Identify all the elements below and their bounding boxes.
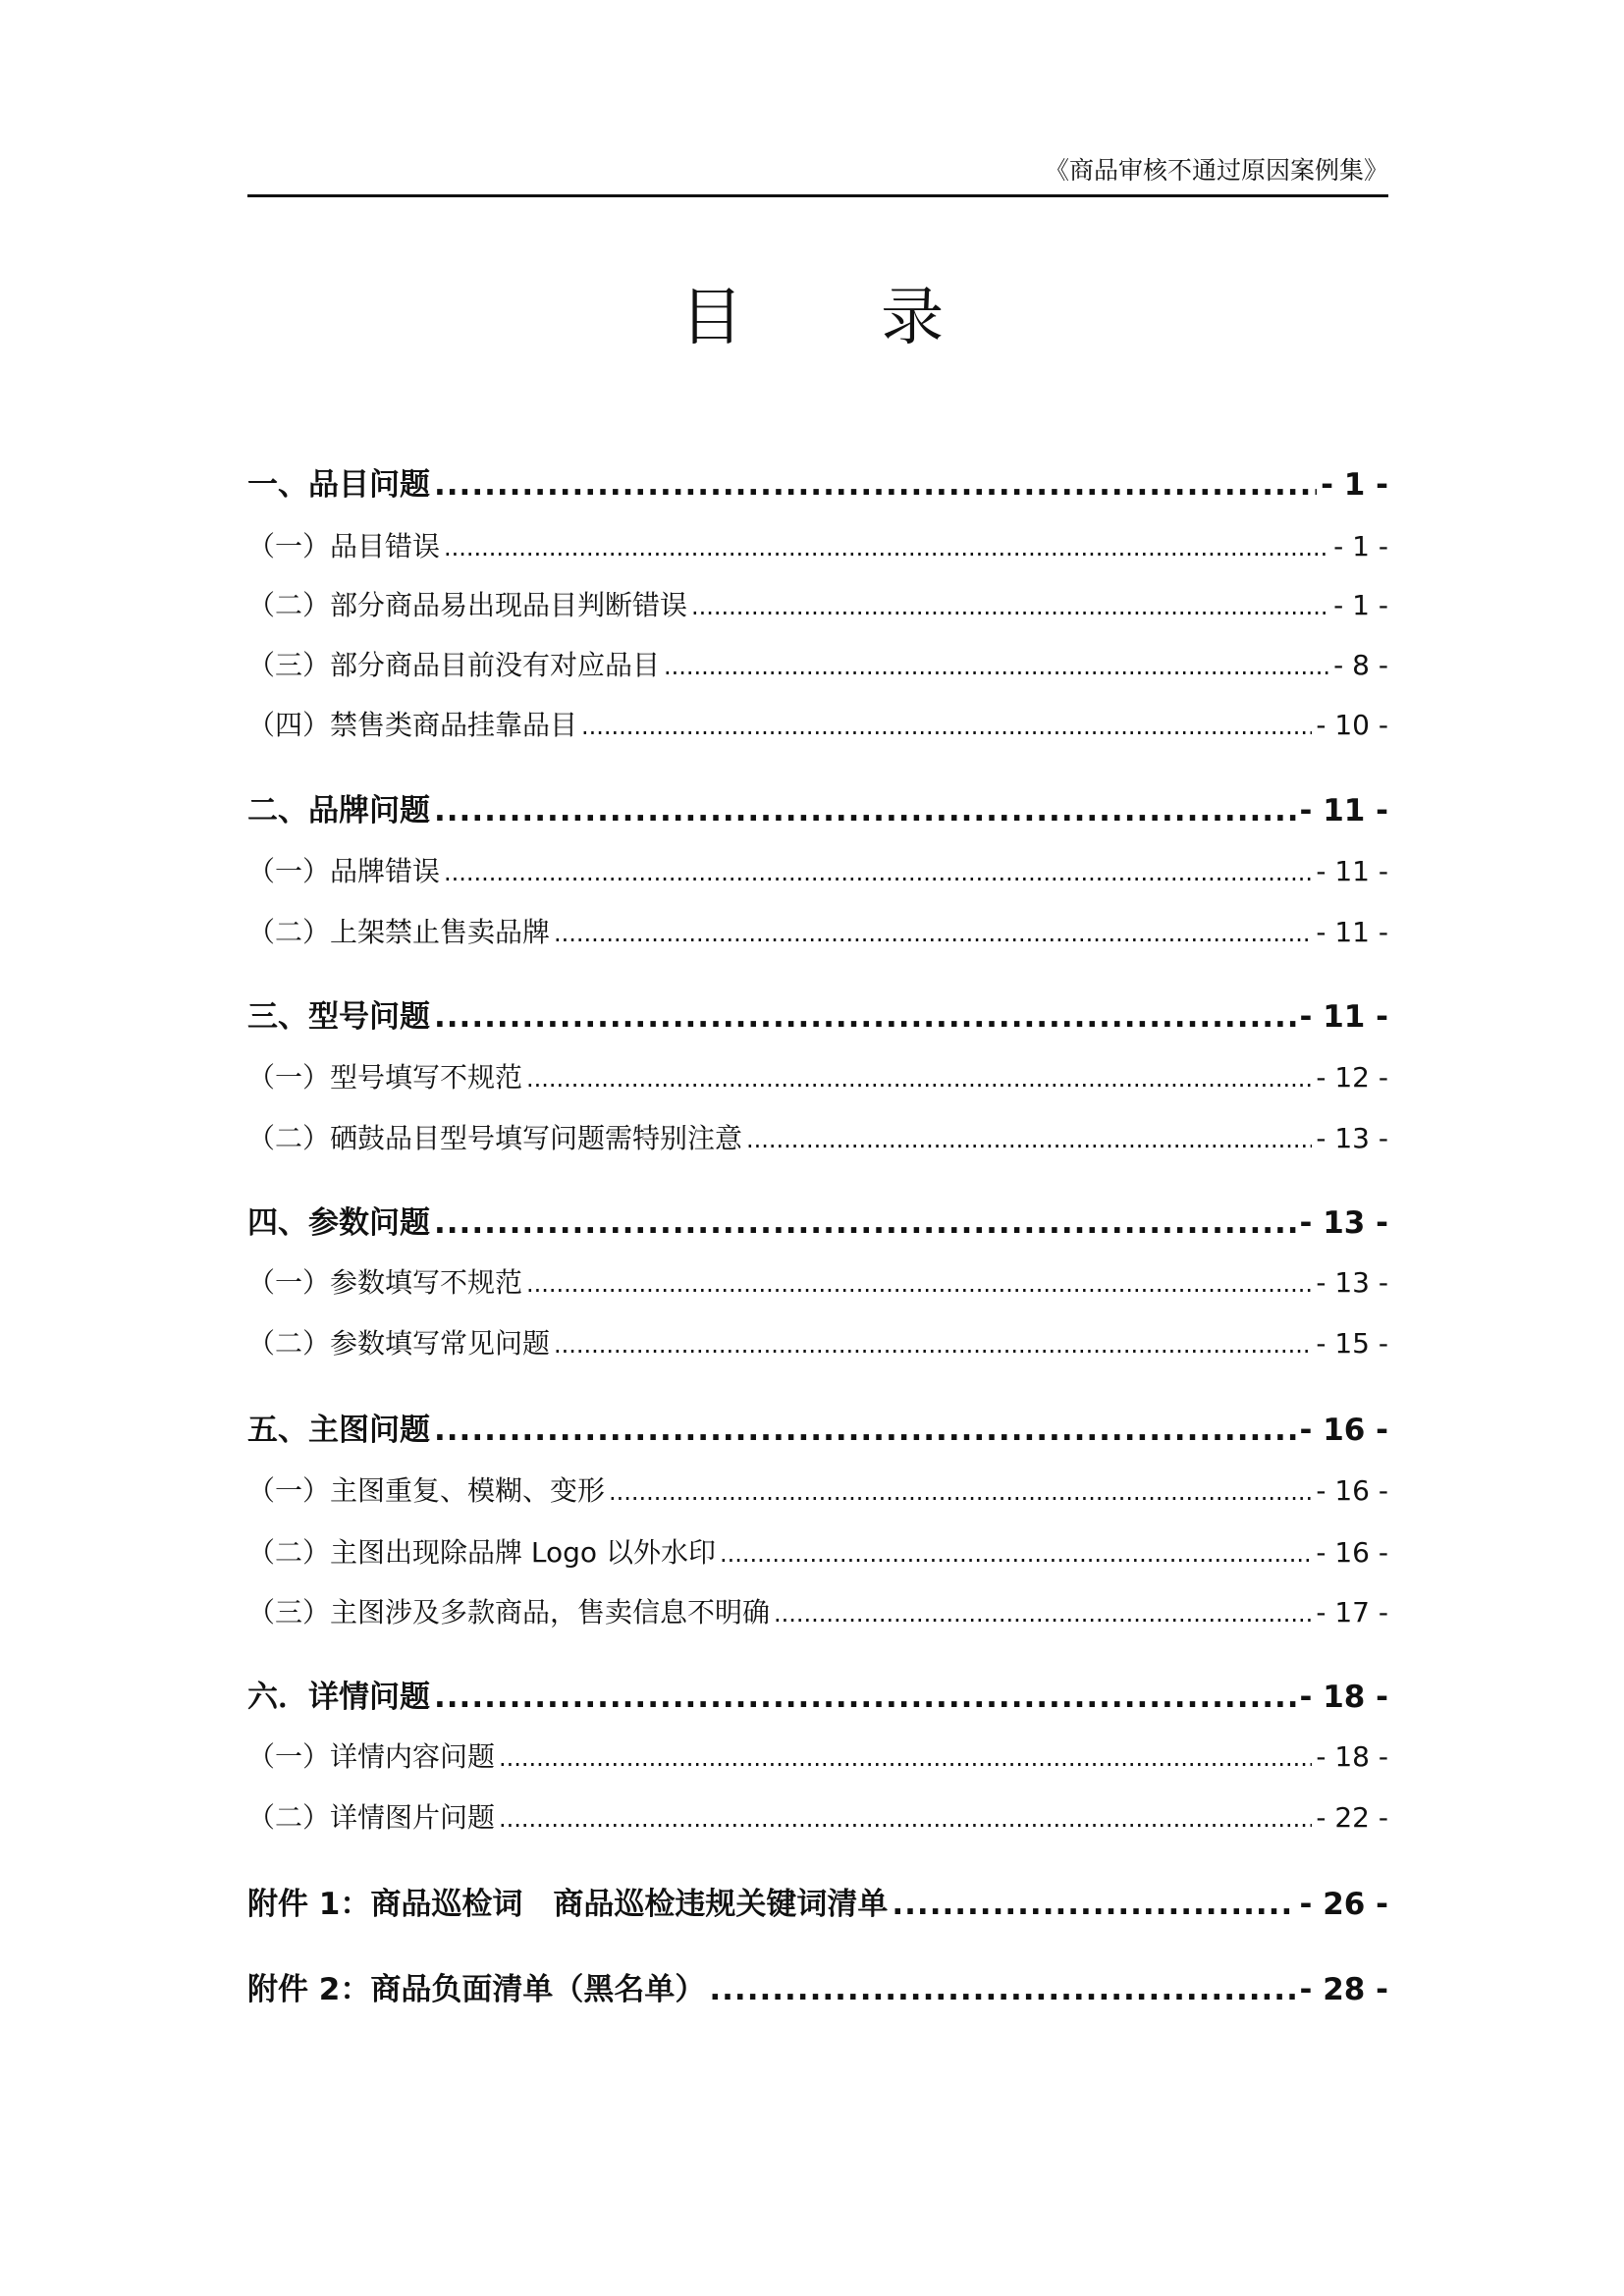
toc-entry-label: 附件 2：商品负面清单（黑名单） — [247, 1972, 706, 2007]
toc-section-entry[interactable] — [247, 704, 1388, 743]
toc-page-number: - 28 - — [1299, 1972, 1388, 2007]
toc-chapter-entry[interactable] — [247, 1672, 1388, 1716]
toc-entry-label: 三、型号问题 — [247, 999, 430, 1035]
toc-dot-leader — [434, 999, 1296, 1035]
toc-page-number: - 11 - — [1316, 855, 1388, 887]
toc-entry-label: （一）主图重复、模糊、变形 — [247, 1474, 606, 1507]
toc-page-number: - 16 - — [1316, 1536, 1388, 1569]
toc-entry-label: 五、主图问题 — [247, 1413, 430, 1448]
toc-page-number: - 8 - — [1333, 649, 1388, 681]
toc-section-entry[interactable] — [247, 911, 1388, 950]
toc-entry-label: 附件 1：商品巡检词 商品巡检违规关键词清单 — [247, 1887, 889, 1922]
toc-dot-leader — [499, 1805, 1312, 1833]
toc-dot-leader — [609, 1478, 1312, 1506]
toc-section-entry[interactable] — [247, 1591, 1388, 1630]
toc-page-number: - 11 - — [1316, 916, 1388, 948]
toc-page-number: - 11 - — [1299, 999, 1388, 1035]
toc-section-entry[interactable] — [247, 525, 1388, 564]
toc-section-entry[interactable] — [247, 584, 1388, 623]
toc-dot-leader — [746, 1126, 1312, 1153]
toc-entry-label: （二）参数填写常见问题 — [247, 1327, 551, 1360]
toc-page-number: - 1 - — [1333, 530, 1388, 562]
toc-page-number: - 18 - — [1299, 1680, 1388, 1715]
toc-section-entry[interactable] — [247, 1261, 1388, 1301]
toc-page-number: - 1 - — [1333, 589, 1388, 621]
toc-page-number: - 11 - — [1299, 793, 1388, 828]
toc-entry-label: （一）品牌错误 — [247, 855, 441, 887]
toc-page-number: - 15 - — [1316, 1327, 1388, 1360]
toc-dot-leader — [444, 859, 1312, 886]
toc-section-entry[interactable] — [247, 1056, 1388, 1095]
toc-section-entry[interactable] — [247, 1735, 1388, 1775]
toc-entry-label: （二）上架禁止售卖品牌 — [247, 916, 551, 948]
toc-dot-leader — [720, 1540, 1312, 1568]
toc-page-number: - 22 - — [1316, 1801, 1388, 1834]
toc-section-entry[interactable] — [247, 1322, 1388, 1362]
toc-chapter-entry[interactable] — [247, 459, 1388, 504]
toc-page-number: - 10 - — [1316, 709, 1388, 741]
toc-chapter-entry[interactable] — [247, 785, 1388, 829]
toc-entry-label: （二）硒鼓品目型号填写问题需特别注意 — [247, 1122, 743, 1154]
toc-dot-leader — [434, 467, 1317, 503]
toc-page-number: - 13 - — [1316, 1122, 1388, 1154]
toc-section-entry[interactable] — [247, 1117, 1388, 1156]
toc-chapter-entry[interactable] — [247, 1405, 1388, 1449]
toc-entry-label: 四、参数问题 — [247, 1205, 430, 1241]
toc-dot-leader — [581, 713, 1312, 740]
toc-dot-leader — [554, 1331, 1312, 1359]
toc-chapter-entry[interactable] — [247, 1879, 1388, 1923]
toc-section-entry[interactable] — [247, 644, 1388, 683]
toc-page-number: - 26 - — [1299, 1887, 1388, 1922]
toc-chapter-entry[interactable] — [247, 991, 1388, 1036]
toc-dot-leader — [892, 1887, 1295, 1922]
toc-dot-leader — [774, 1600, 1312, 1628]
toc-dot-leader — [526, 1065, 1312, 1093]
toc-chapter-entry[interactable] — [247, 1198, 1388, 1242]
toc-section-entry[interactable] — [247, 1531, 1388, 1571]
toc-entry-label: （二）详情图片问题 — [247, 1801, 496, 1834]
toc-page-number: - 16 - — [1299, 1413, 1388, 1448]
toc-entry-label: （二）部分商品易出现品目判断错误 — [247, 589, 688, 621]
toc-page-number: - 1 - — [1321, 467, 1388, 503]
toc-dot-leader — [526, 1270, 1312, 1298]
toc-entry-label: （三）主图涉及多款商品，售卖信息不明确 — [247, 1596, 771, 1629]
toc-dot-leader — [434, 1413, 1296, 1448]
toc-dot-leader — [664, 653, 1329, 680]
toc-entry-label: 六．详情问题 — [247, 1680, 430, 1715]
toc-entry-label: （一）品目错误 — [247, 530, 441, 562]
toc-entry-label: （二）主图出现除品牌 Logo 以外水印 — [247, 1536, 716, 1569]
toc-entry-label: 一、品目问题 — [247, 467, 430, 503]
toc-entry-label: 二、品牌问题 — [247, 793, 430, 828]
toc-section-entry[interactable] — [247, 1469, 1388, 1509]
toc-dot-leader — [444, 534, 1329, 561]
page-title: 目 录 — [679, 282, 1003, 354]
toc-entry-label: （一）参数填写不规范 — [247, 1266, 523, 1299]
toc-chapter-entry[interactable] — [247, 1964, 1388, 2008]
toc-dot-leader — [691, 593, 1329, 620]
toc-dot-leader — [709, 1972, 1295, 2007]
toc-page-number: - 12 - — [1316, 1061, 1388, 1094]
toc-entry-label: （一）详情内容问题 — [247, 1740, 496, 1773]
toc-dot-leader — [434, 1205, 1296, 1241]
toc-page-number: - 13 - — [1299, 1205, 1388, 1241]
toc-dot-leader — [434, 793, 1296, 828]
toc-entry-label: （四）禁售类商品挂靠品目 — [247, 709, 578, 741]
toc-dot-leader — [499, 1744, 1312, 1772]
toc-page-number: - 13 - — [1316, 1266, 1388, 1299]
toc-page-number: - 18 - — [1316, 1740, 1388, 1773]
toc-page-number: - 17 - — [1316, 1596, 1388, 1629]
page-header — [247, 147, 1388, 197]
toc-section-entry[interactable] — [247, 850, 1388, 889]
toc-page-number: - 16 - — [1316, 1474, 1388, 1507]
toc-section-entry[interactable] — [247, 1796, 1388, 1836]
toc-entry-label: （一）型号填写不规范 — [247, 1061, 523, 1094]
running-title: 《商品审核不通过原因案例集》 — [1044, 156, 1388, 185]
toc-dot-leader — [434, 1680, 1296, 1715]
toc-entry-label: （三）部分商品目前没有对应品目 — [247, 649, 661, 681]
toc-dot-leader — [554, 920, 1312, 947]
